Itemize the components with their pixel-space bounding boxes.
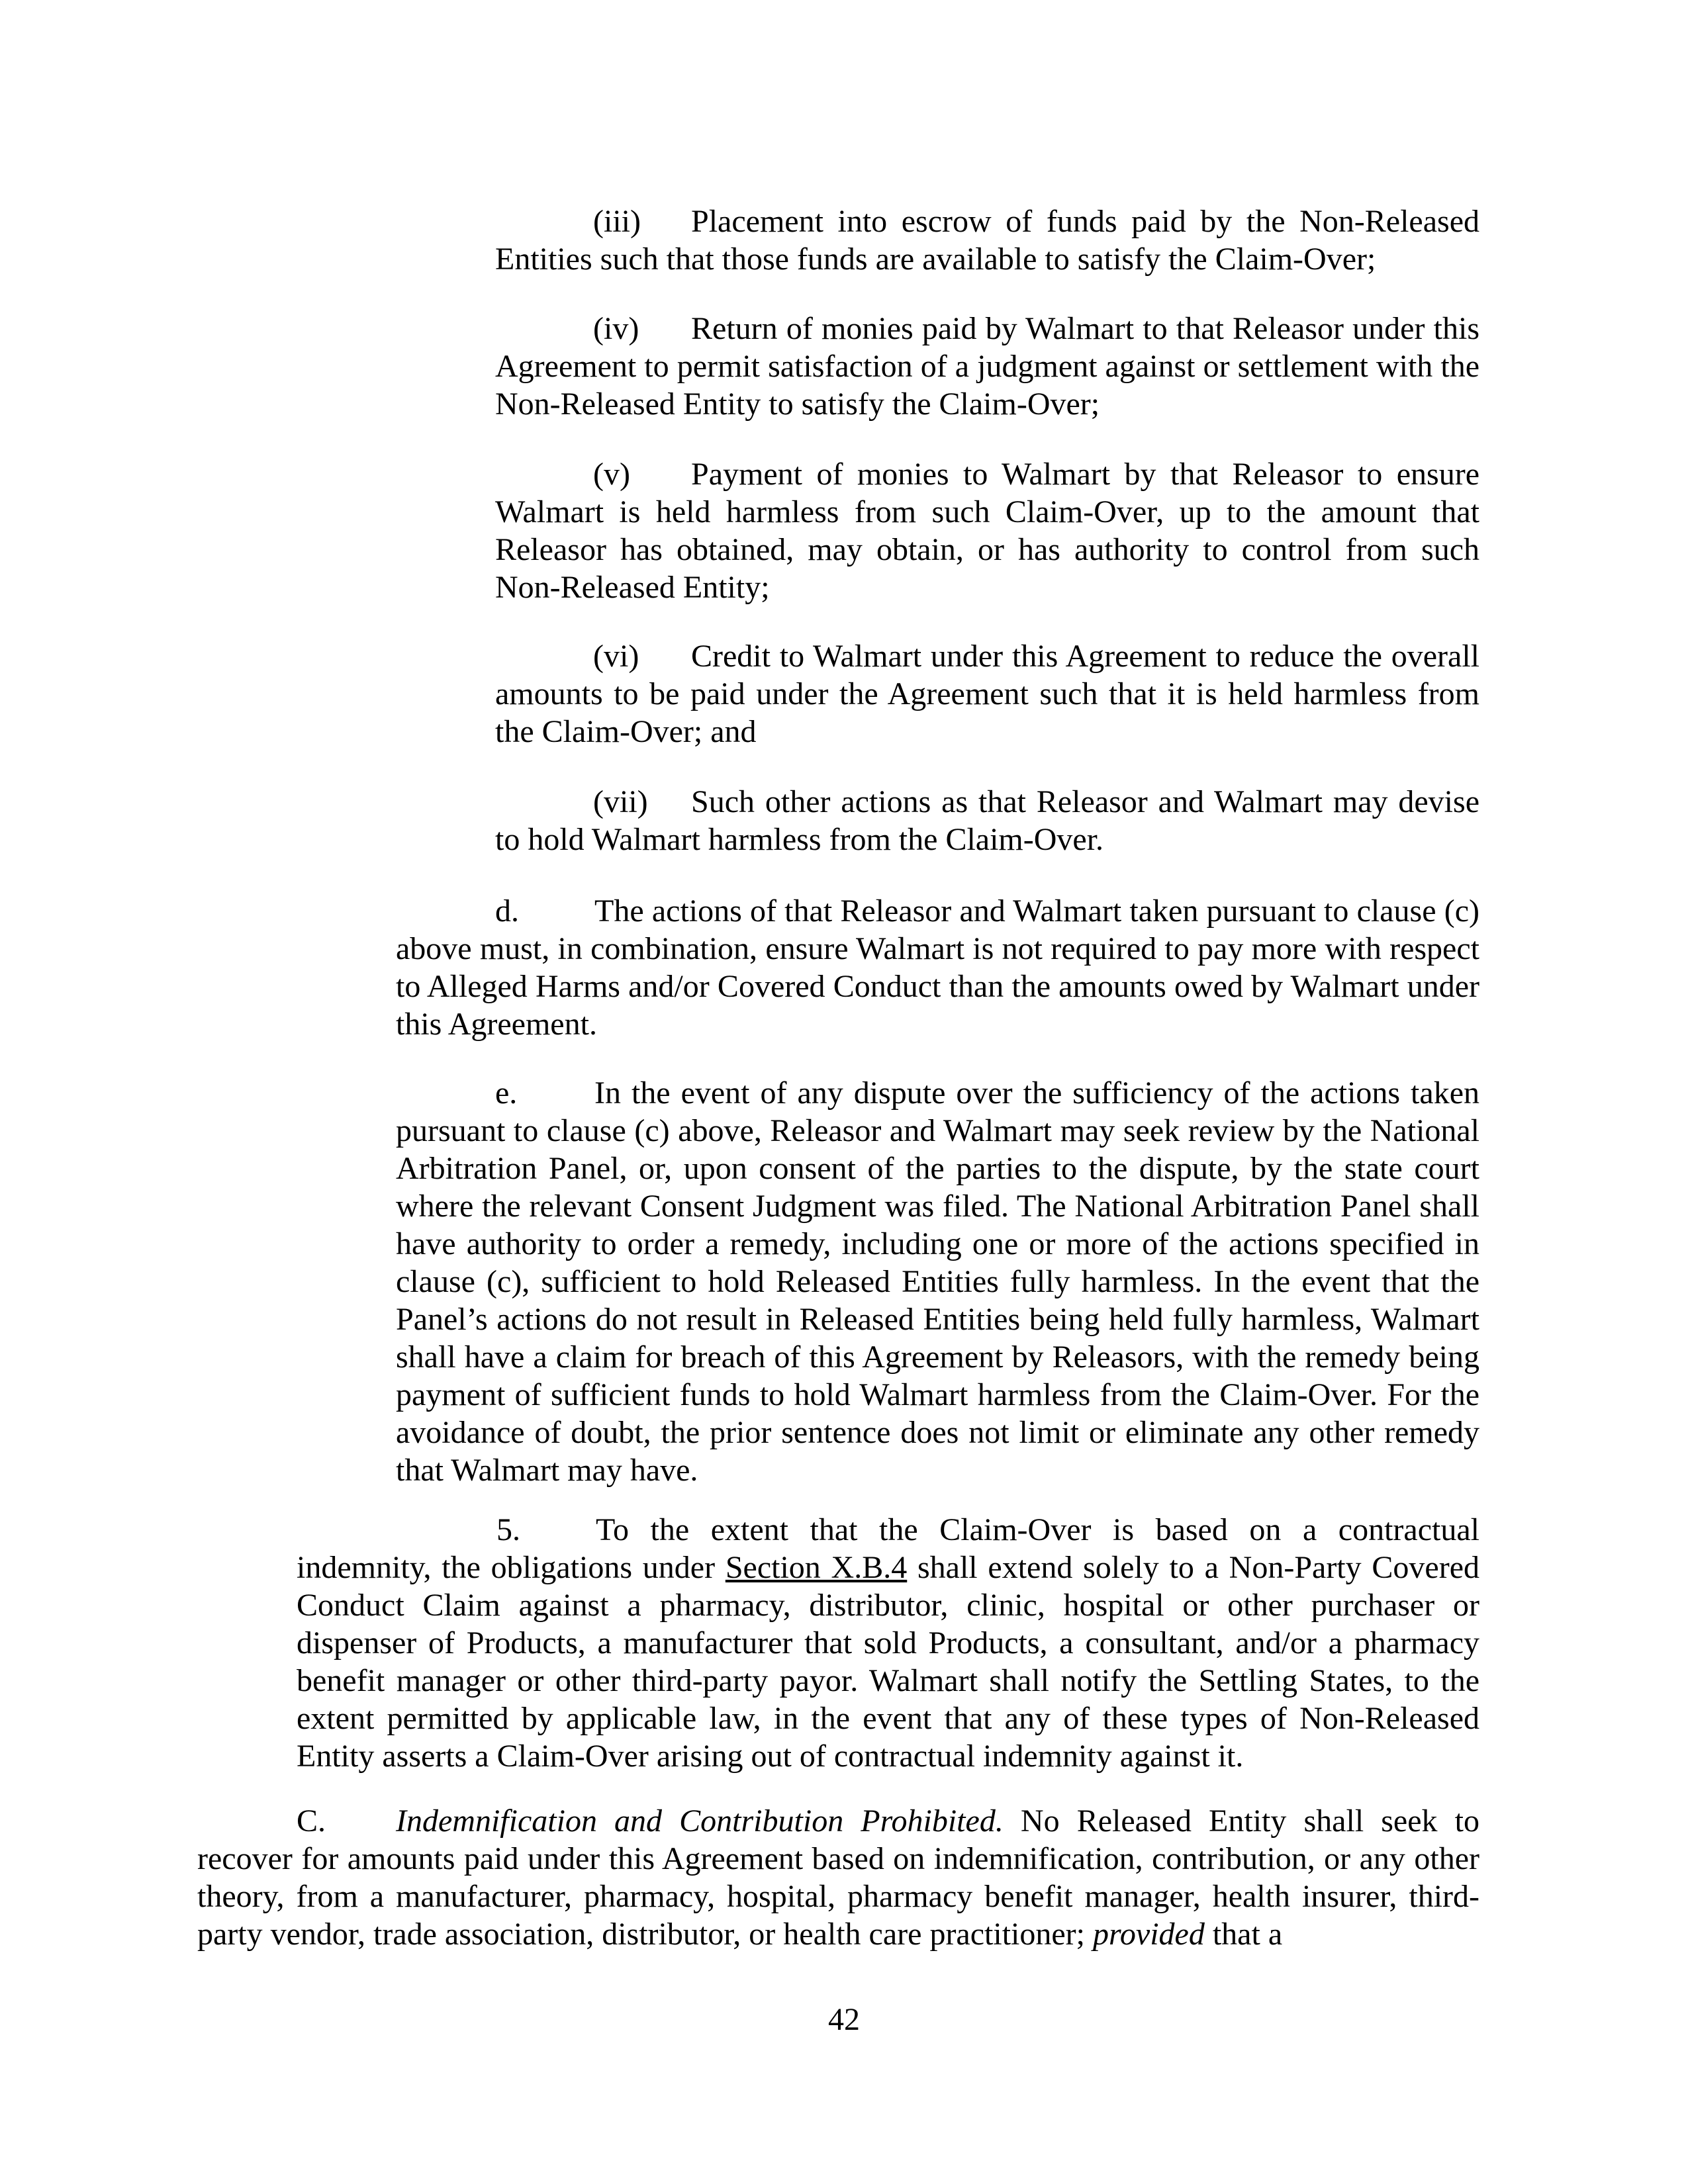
clause-5	[297, 1511, 1479, 1775]
clause-e	[396, 1074, 1479, 1489]
clause-text: In the event of any dispute over the sufficiency of the actions taken pursuant to clause (c) above, Releasor and Walmart may seek review by the National Arbitration Panel, or, upon consent of the parties to the dispute, by the state court where the relevant Consent Judgment was filed. The National Arbitration Panel shall have authority to order a remedy, including one or more of the actions specified in clause (c), sufficient to hold Released Entities fully harmless. In the event that the Panel’s actions do not result in Released Entities being held fully harmless, Walmart shall have a claim for breach of this Agreement by Releasors, with the remedy being payment of sufficient funds to hold Walmart harmless from the Claim-Over. For the avoidance of doubt, the prior sentence does not limit or eliminate any other remedy that Walmart may have.	[396, 1075, 1479, 1488]
clause-number: C.	[297, 1803, 326, 1839]
clause-vii	[495, 783, 1479, 858]
clause-v	[495, 455, 1479, 606]
clause-text: Credit to Walmart under this Agreement to reduce the overall amounts to be paid under the Agreement such that it is held harmless from the Claim-Over; and	[495, 639, 1479, 749]
clause-number: d.	[495, 893, 519, 929]
clause-iii	[495, 203, 1479, 278]
provided-term: provided	[1093, 1917, 1205, 1952]
clause-number: (v)	[593, 457, 630, 492]
clause-text-before: To the extent that the Claim-Over is based on a contractual indemnity, the obligations under	[297, 1512, 1479, 1585]
clause-text: Such other actions as that Releasor and Walmart may devise to hold Walmart harmless from the Claim-Over.	[495, 784, 1479, 857]
clause-d	[396, 892, 1479, 1043]
page-number: 42	[828, 2002, 860, 2037]
clause-number: 5.	[496, 1512, 520, 1547]
clause-text-before: No Released Entity shall seek to recover for amounts paid under this Agreement based on indemnification, contribution, or any other theory, from a manufacturer, pharmacy, hospital, pharmacy benefit manager, health insurer, third-party vendor, trade association, distributor, or health care practitioner;	[197, 1803, 1479, 1952]
section-reference-link[interactable]: Section X.B.4	[725, 1550, 908, 1585]
clause-text: Payment of monies to Walmart by that Releasor to ensure Walmart is held harmless from such Claim-Over, up to the amount that Releasor has obtained, may obtain, or has authority to control from such Non-Released Entity;	[495, 457, 1479, 605]
clause-text: The actions of that Releasor and Walmart taken pursuant to clause (c) above must, in combination, ensure Walmart is not required to pay more with respect to Alleged Harms and/or Covered Conduct than the amounts owed by Walmart under this Agreement.	[396, 893, 1479, 1042]
clause-iv	[495, 310, 1479, 423]
clause-number: (vii)	[593, 784, 648, 819]
clause-text: Return of monies paid by Walmart to that Releasor under this Agreement to permit satisfaction of a judgment against or settlement with the Non-Released Entity to satisfy the Claim-Over;	[495, 311, 1479, 422]
clause-C	[197, 1802, 1479, 1953]
clause-number: (iv)	[593, 311, 639, 346]
clause-vi	[495, 637, 1479, 751]
clause-number: (vi)	[593, 639, 639, 674]
clause-heading: Indemnification and Contribution Prohibited.	[396, 1803, 1004, 1839]
clause-text-after: shall extend solely to a Non-Party Covered Conduct Claim against a pharmacy, distributor, clinic, hospital or other purchaser or dispenser of Products, a manufacturer that sold Products, a consultant, and/or a pharmacy benefit manager or other third-party payor. Walmart shall notify the Settling States, to the extent permitted by applicable law, in the event that any of these types of Non-Released Entity asserts a Claim-Over arising out of contractual indemnity against it.	[297, 1550, 1479, 1774]
clause-number: e.	[495, 1075, 518, 1111]
clause-text-after: that a	[1204, 1917, 1283, 1952]
clause-text: Placement into escrow of funds paid by the Non-Released Entities such that those funds are available to satisfy the Claim-Over;	[495, 204, 1479, 277]
clause-number: (iii)	[593, 204, 641, 239]
